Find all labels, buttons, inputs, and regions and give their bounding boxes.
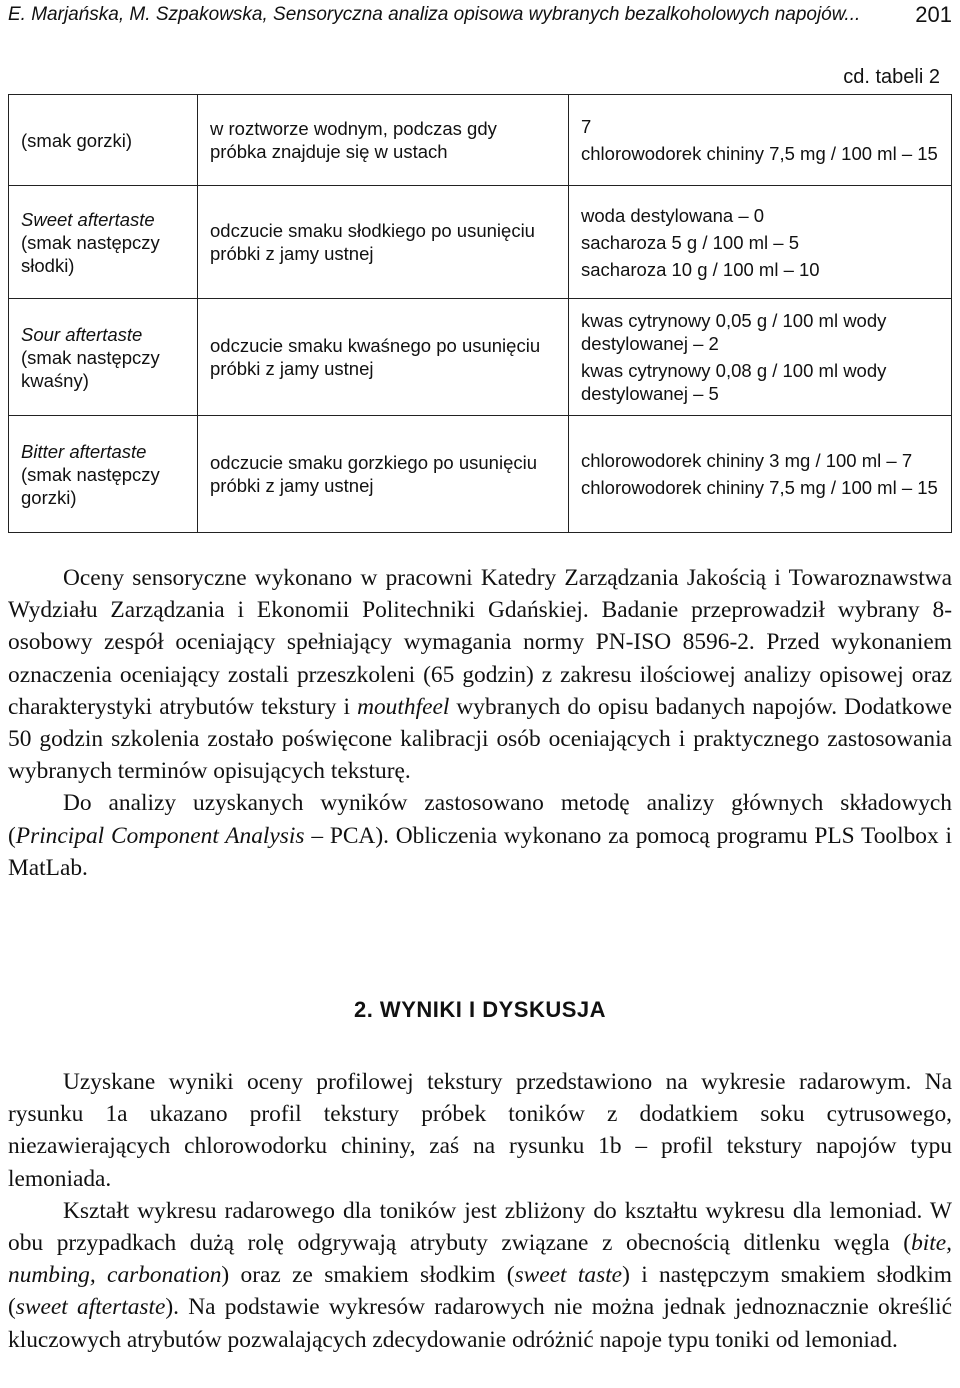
attribute-definitions-table (8, 94, 952, 533)
text-run: Kształt wykresu radarowego dla toników jest zbliżony do kształtu wykresu dla lemoniad. W obu przypadkach dużą rolę odgrywają atrybuty związane z obecnością ditlenku węgla ( (8, 1197, 952, 1257)
table-row (9, 95, 952, 186)
text-run: Do analizy uzyskanych wyników zastosowano metodę analizy głównych składowych ( (8, 790, 952, 849)
text-run: ). Na podstawie wykresów radarowych nie można jednak jednoznacznie określić kluczowych atrybutów pozwalających zdecydowanie odróżnić napoje typu toniki od lemoniad. (8, 1294, 952, 1353)
table-continuation-label: cd. tabeli 2 (843, 66, 940, 88)
term-cell (9, 299, 198, 416)
text-run: Oceny sensoryczne wykonano w pracowni Katedry Zarządzania Jakością i Towaroznawstwa Wydziału Zarządzania i Ekonomii Politechniki Gdańskiej. Badanie przeprowadził wybrany 8-osobowy zespół oceniający spełniający wymagania normy PN-ISO 8596-2. Przed wykonaniem oznaczenia oceniający zostali przeszkoleni (65 godzin) z zakresu ilościowej analizy opisowej oraz charakterystyki atrybutów tekstury i (8, 565, 952, 720)
reference-cell (569, 416, 952, 533)
definition-cell: odczucie smaku kwaśnego po usunięciu próbki z jamy ustnej (198, 299, 569, 416)
term-polish: (smak następczy gorzki) (21, 463, 160, 508)
text-run: ) oraz ze smakiem słodkim ( (221, 1262, 515, 1289)
term-english: Bitter aftertaste (21, 440, 147, 462)
running-title: E. Marjańska, M. Szpakowska, Sensoryczna analiza opisowa wybranych bezalkoholowych napojów... (8, 4, 861, 25)
reference-cell (569, 186, 952, 299)
term-cell (9, 95, 198, 186)
term-cell (9, 186, 198, 299)
term-cell (9, 416, 198, 533)
italic-term: sweet aftertaste (15, 1294, 166, 1321)
page-number: 201 (915, 2, 952, 27)
reference-cell (569, 95, 952, 186)
results-text (8, 1066, 952, 1356)
reference-line: chlorowodorek chininy 7,5 mg / 100 ml – 15 (581, 477, 938, 498)
italic-term: Principal Component Analysis (15, 822, 305, 849)
reference-line: sacharoza 10 g / 100 ml – 10 (581, 258, 820, 280)
definition-cell: odczucie smaku słodkiego po usunięciu próbki z jamy ustnej (198, 186, 569, 299)
term-polish: (smak następczy słodki) (21, 231, 160, 276)
italic-term: bite, numbing, carbonation (8, 1230, 952, 1289)
reference-line: 7 (581, 116, 592, 137)
table-row (9, 186, 952, 299)
definition-cell: w roztworze wodnym, podczas gdy próbka znajduje się w ustach (198, 95, 569, 186)
reference-line: woda destylowana – 0 (581, 204, 765, 226)
term-polish: (smak gorzki) (21, 129, 133, 151)
methods-paragraph-2 (8, 787, 952, 884)
running-header (8, 2, 952, 28)
reference-cell (569, 299, 952, 416)
definition-cell: odczucie smaku gorzkiego po usunięciu próbki z jamy ustnej (198, 416, 569, 533)
reference-line: kwas cytrynowy 0,08 g / 100 ml wody destylowanej – 5 (581, 360, 887, 404)
reference-line: sacharoza 5 g / 100 ml – 5 (581, 231, 800, 253)
results-paragraph-2 (8, 1195, 952, 1356)
term-english: Sour aftertaste (21, 323, 143, 345)
italic-term: sweet taste (514, 1262, 623, 1289)
text-run: – PCA). Obliczenia wykonano za pomocą programu PLS Toolbox i MatLab. (8, 822, 952, 881)
reference-line: chlorowodorek chininy 7,5 mg / 100 ml – 15 (581, 143, 938, 164)
term-english: Sweet aftertaste (21, 208, 155, 230)
text-run: wybranych do opisu badanych napojów. Dodatkowe 50 godzin szkolenia zostało poświęcone kalibracji osób oceniających i praktycznego zastosowania wybranych terminów opisujących teksturę. (8, 693, 952, 785)
methods-text (8, 562, 952, 884)
text-run: ) i następczym smakiem słodkim ( (8, 1262, 952, 1321)
reference-line: chlorowodorek chininy 3 mg / 100 ml – 7 (581, 450, 913, 471)
table-row (9, 299, 952, 416)
table-row (9, 416, 952, 533)
methods-paragraph-1 (8, 562, 952, 787)
term-polish: (smak następczy kwaśny) (21, 346, 160, 391)
section-heading: 2. WYNIKI I DYSKUSJA (353, 997, 607, 1022)
results-paragraph-1: Uzyskane wyniki oceny profilowej tekstury przedstawiono na wykresie radarowym. Na rysunku 1a ukazano profil tekstury próbek toników z dodatkiem soku cytrusowego, niezawierających chlorowodorku chininy, zaś na rysunku 1b – profil tekstury napojów typu lemoniada. (8, 1069, 952, 1192)
reference-line: kwas cytrynowy 0,05 g / 100 ml wody destylowanej – 2 (581, 310, 887, 354)
italic-term: mouthfeel (357, 693, 450, 720)
